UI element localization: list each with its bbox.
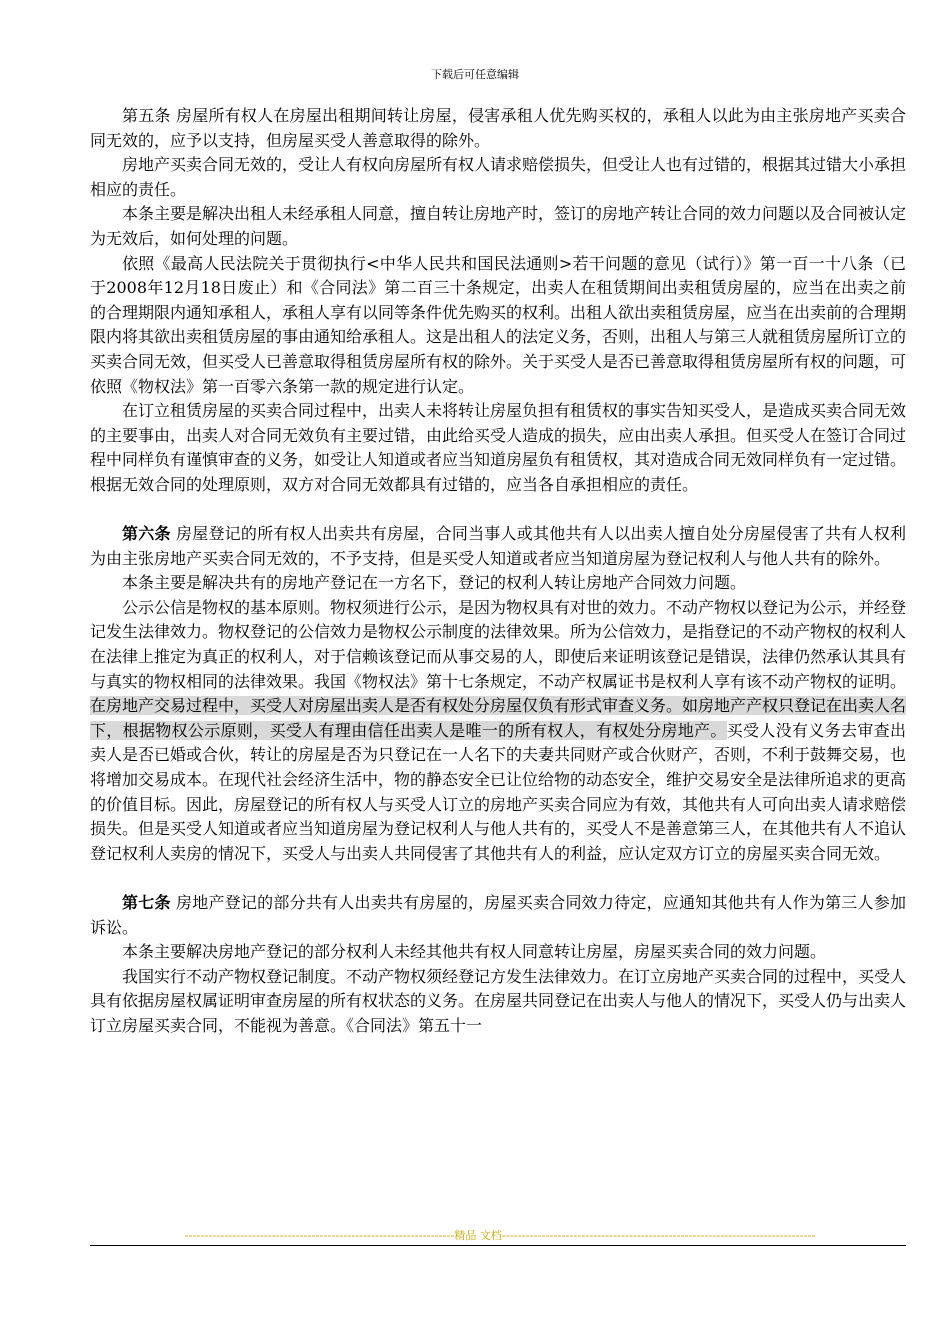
- paragraph-publicity: [90, 596, 906, 867]
- document-body: [90, 104, 906, 1039]
- paragraph-article-6: [90, 522, 906, 571]
- article-6-body: 房屋登记的所有权人出卖共有房屋，合同当事人或其他共有人以出卖人擅自处分房屋侵害了共有人权利为由主张房地产买卖合同无效的，不予支持，但是买受人知道或者应当知道房屋为登记权利人与他人共有的除外。: [90, 524, 906, 568]
- paragraph-compensation: 房地产买卖合同无效的，受让人有权向房屋所有权人请求赔偿损失，但受让人也有过错的，根据其过错大小承担相应的责任。: [90, 155, 907, 199]
- paragraph-purpose-7: 本条主要解决房地产登记的部分权利人未经其他共有权人同意转让房屋，房屋买卖合同的效力问题。: [122, 942, 827, 962]
- page-header-note: 下载后可任意编辑: [431, 68, 519, 81]
- publicity-text-b: 买受人没有义务去审查出卖人是否已婚或合伙，转让的房屋是否为只登记在一人名下的夫妻共同财产或合伙财产，否则，不利于鼓舞交易，也将增加交易成本。在现代社会经济生活中，物的静态安全已让位给物的动态安全，维护交易安全是法律所追求的更高的价值目标。因此，房屋登记的所有权人与买受人订立的房地产买卖合同应为有效，其他共有人可向出卖人请求赔偿损失。但是买受人知道或者应当知道房屋为登记权利人与他人共有的，买受人不是善意第三人，在其他共有人不追认登记权利人卖房的情况下，买受人与出卖人共同侵害了其他共有人的利益，应认定双方订立的房屋买卖合同无效。: [90, 720, 907, 863]
- article-7-body: 房地产登记的部分共有人出卖共有房屋的，房屋买卖合同效力待定，应通知其他共有人作为第三人参加诉讼。: [90, 893, 906, 937]
- paragraph-fault: 在订立租赁房屋的买卖合同过程中，出卖人未将转让房屋负担有租赁权的事实告知买受人，是造成买卖合同无效的主要事由，出卖人对合同无效负有主要过错，由此给买受人造成的损失，应由出卖人承担。但买受人在签订合同过程中同样负有谨慎审查的义务，如受让人知道或者应当知道房屋负有租赁权，其对造成合同无效同样负有一定过错。根据无效合同的处理原则，双方对合同无效都具有过错的，应当各自承担相应的责任。: [90, 401, 907, 494]
- paragraph-article-5: 第五条 房屋所有权人在房屋出租期间转让房屋，侵害承租人优先购买权的，承租人以此为由主张房地产买卖合同无效的，应予以支持，但房屋买受人善意取得的除外。: [90, 106, 906, 150]
- highlighted-text: 在房地产交易过程中，买受人对房屋出卖人是否有权处分房屋仅负有形式审查义务。如房地产产权只登记在出卖人名下，根据物权公示原则，买受人有理由信任出卖人是唯一的所有权人，有权处分房地产。: [90, 696, 907, 740]
- article-6-title: 第六条: [122, 524, 171, 544]
- paragraph-article-7: [90, 891, 906, 940]
- footer-divider: [90, 1245, 906, 1246]
- article-7-title: 第七条: [122, 893, 171, 912]
- paragraph-purpose-5: 本条主要是解决出租人未经承租人同意，擅自转让房地产时，签订的房地产转让合同的效力问题以及合同被认定为无效后，如何处理的问题。: [90, 204, 907, 248]
- paragraph-legal-basis: 依照《最高人民法院关于贯彻执行<中华人民共和国民法通则>若干问题的意见（试行）》第一百一十八条（已于2008年12月18日废止）和《合同法》第二百三十条规定，出卖人在租赁期间出卖租赁房屋的，应当在出卖之前的合理期限内通知承租人，承租人享有以同等条件优先购买的权利。出租人欲出卖租赁房屋，应当在出卖前的合理期限内将其欲出卖租赁房屋的事由通知给承租人。这是出租人的法定义务，否则，出租人与第三人就租赁房屋所订立的买卖合同无效，但买受人已善意取得租赁房屋所有权的除外。关于买受人是否已善意取得租赁房屋所有权的问题，可依照《物权法》第一百零六条第一款的规定进行认定。: [90, 253, 907, 396]
- footer-text: --------------------------------------------------------------------精品 文档-------------------------------------------------------------------------------: [184, 1229, 816, 1242]
- paragraph-purpose-6: 本条主要是解决共有的房地产登记在一方名下，登记的权利人转让房地产合同效力问题。: [122, 573, 747, 593]
- paragraph-registration: 我国实行不动产物权登记制度。不动产物权须经登记方发生法律效力。在订立房地产买卖合同的过程中，买受人具有依据房屋权属证明审查房屋的所有权状态的义务。在房屋共同登记在出卖人与他人的情况下，买受人仍与出卖人订立房屋买卖合同，不能视为善意。《合同法》第五十一: [90, 966, 907, 1035]
- publicity-text-a: 公示公信是物权的基本原则。物权须进行公示，是因为物权具有对世的效力。不动产物权以登记为公示，并经登记发生法律效力。物权登记的公信效力是物权公示制度的法律效果。所为公信效力，是指登记的不动产物权的权利人在法律上推定为真正的权利人，对于信赖该登记而从事交易的人，即使后来证明该登记是错误，法律仍然承认其具有与真实的物权相同的法律效果。我国《物权法》第十七条规定，不动产权属证书是权利人享有该不动产物权的证明。: [90, 597, 907, 691]
